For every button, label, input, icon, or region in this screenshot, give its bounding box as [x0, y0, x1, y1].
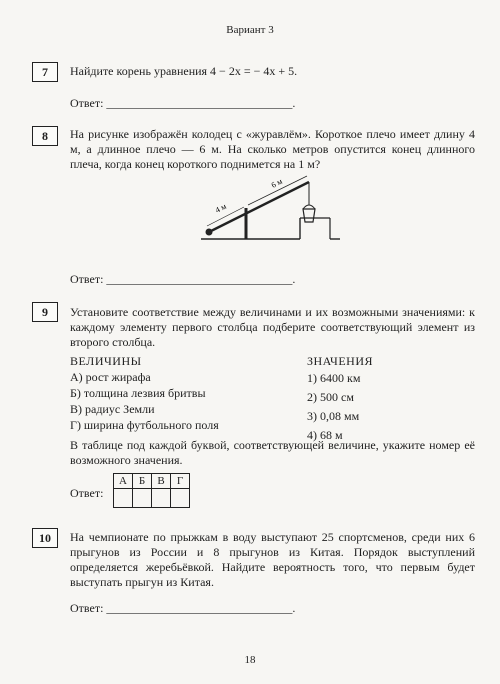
table-header-a: А	[114, 474, 133, 489]
quantity-item: Г) ширина футбольного поля	[70, 418, 219, 432]
answer-table	[113, 473, 190, 508]
question-8-answer	[70, 272, 295, 287]
question-9-instruction: В таблице под каждой буквой, соответствующей величине, укажите номер её возможного значения.	[70, 438, 475, 467]
quantity-item: А) рост жирафа	[70, 370, 151, 384]
answer-field[interactable]: _______________________________.	[106, 601, 296, 615]
table-header-b: Б	[133, 474, 152, 489]
answer-label: Ответ:	[70, 96, 107, 110]
question-10-text: На чемпионате по прыжкам в воду выступают 25 спортсменов, среди них 6 прыгунов из России и 8 прыгунов из Китая. Порядок выступлений определяется жеребьёвкой. Найдите вероятность того, что первым будет выступать прыгун из Китая.	[70, 530, 475, 589]
question-7-answer	[70, 96, 295, 111]
counterweight	[206, 229, 213, 236]
answer-cell-v[interactable]	[152, 489, 171, 508]
bucket-icon	[303, 209, 315, 222]
well-crane-figure	[195, 175, 345, 255]
value-item: 3) 0,08 мм	[307, 409, 360, 423]
value-item: 4) 68 м	[307, 428, 343, 442]
value-item: 1) 6400 км	[307, 371, 361, 385]
long-arm-label: 6 м	[269, 176, 284, 190]
question-7-number: 7	[32, 62, 58, 82]
question-9-number: 9	[32, 302, 58, 322]
answer-field[interactable]: _______________________________.	[106, 272, 296, 286]
quantities-column	[70, 353, 219, 433]
question-10-answer	[70, 601, 295, 616]
quantity-item: В) радиус Земли	[70, 402, 155, 416]
table-header-v: В	[152, 474, 171, 489]
question-10-number: 10	[32, 528, 58, 548]
question-9-answer-label: Ответ:	[70, 486, 104, 500]
question-9-text: Установите соответствие между величинами и их возможными значениями: к каждому элементу первого столбца подберите соответствующий элемент из второго столбца.	[70, 305, 475, 349]
value-item: 2) 500 см	[307, 390, 354, 404]
quantity-item: Б) толщина лезвия бритвы	[70, 386, 206, 400]
page-header: Вариант 3	[226, 24, 274, 36]
question-7-text: Найдите корень уравнения 4 − 2x = − 4x + 5.	[70, 64, 298, 78]
question-8-text: На рисунке изображён колодец с «журавлём». Короткое плечо имеет длину 4 м, а длинное плечо — 6 м. На сколько метров опустится конец длинного плеча, когда конец короткого поднимется на 1 м?	[70, 127, 475, 171]
quantities-title: ВЕЛИЧИНЫ	[70, 354, 142, 368]
question-8-number: 8	[32, 126, 58, 146]
values-title: ЗНАЧЕНИЯ	[307, 354, 373, 368]
answer-label: Ответ:	[70, 601, 107, 615]
page-number: 18	[244, 654, 256, 666]
answer-cell-g[interactable]	[171, 489, 190, 508]
answer-cell-a[interactable]	[114, 489, 133, 508]
table-header-g: Г	[171, 474, 190, 489]
short-arm-label: 4 м	[213, 201, 228, 215]
values-column	[307, 353, 373, 445]
answer-cell-b[interactable]	[133, 489, 152, 508]
answer-label: Ответ:	[70, 272, 107, 286]
answer-field[interactable]: _______________________________.	[106, 96, 296, 110]
